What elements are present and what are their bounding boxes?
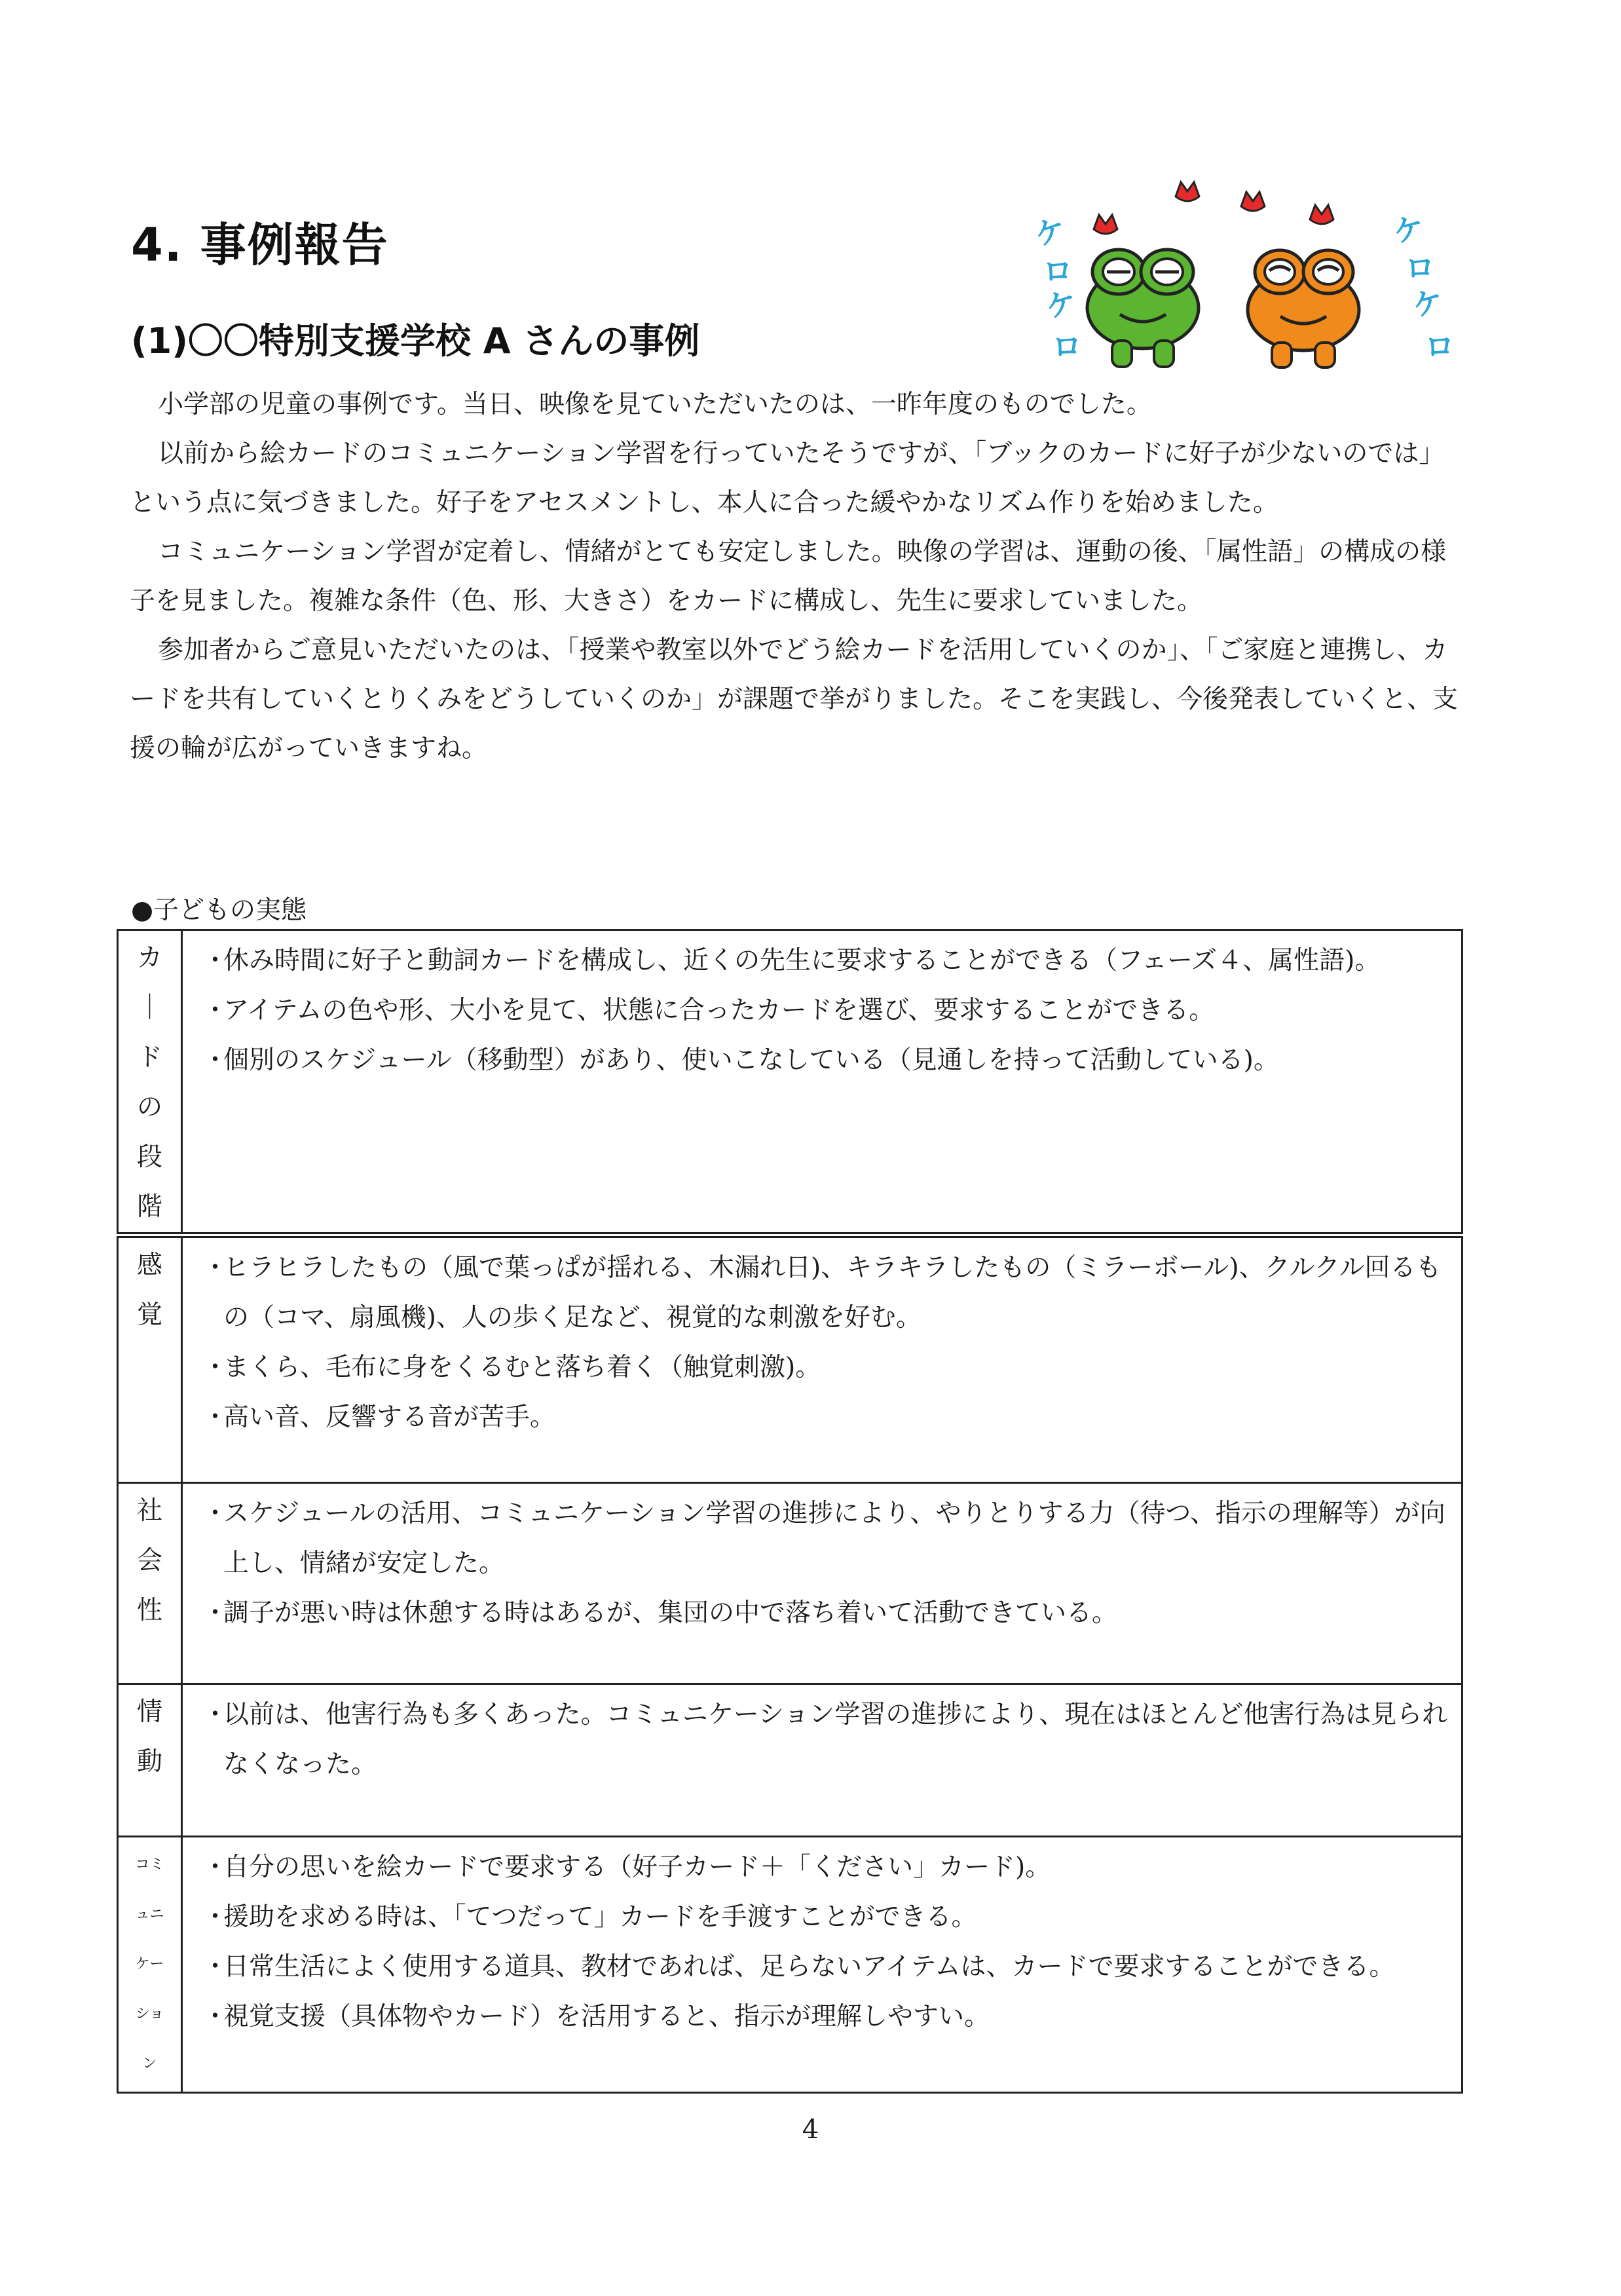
table-row: [118, 1483, 1463, 1684]
tulip-icon: [1241, 192, 1265, 211]
list-item: ・ 高い音、反響する音が苦手。: [202, 1393, 1448, 1442]
items-cell: [182, 1684, 1463, 1837]
frog-illustration: [1028, 167, 1487, 390]
svg-text:ケ: ケ: [1409, 283, 1446, 324]
category-cell: カ ｜ ド の 段 階: [118, 930, 182, 1235]
list-item: ・ ヒラヒラしたもの（風で葉っぱが揺れる、木漏れ日)、キラキラしたもの（ミラーボール)、クルクル回るもの（コマ、扇風機)、人の歩く足など、視覚的な刺激を好む。: [202, 1243, 1448, 1343]
section-title: 4. 事例報告: [131, 218, 389, 272]
items-cell: [182, 1483, 1463, 1684]
list-item: ・ 援助を求める時は、「てつだって」カードを手渡すことができる。: [202, 1892, 1448, 1942]
child-status-table: [117, 929, 1463, 2094]
category-cell: コミ ュニ ケー ショ ン: [118, 1837, 182, 2093]
svg-text:ロ: ロ: [1425, 329, 1455, 364]
table-row: [118, 1837, 1463, 2093]
list-item: ・ 休み時間に好子と動詞カードを構成し、近くの先生に要求することができる（フェーズ４、属性語)。: [202, 936, 1448, 986]
kerokero-right-text: [1391, 210, 1455, 364]
items-cell: [182, 930, 1463, 1235]
intro-text: [130, 380, 1466, 773]
intro-paragraph: 小学部の児童の事例です。当日、映像を見ていただいたのは、一昨年度のものでした。: [158, 390, 1152, 419]
category-cell: 情 動: [118, 1684, 182, 1837]
svg-text:ケ: ケ: [1032, 212, 1069, 253]
list-item: ・ 個別のスケジュール（移動型）があり、使いこなしている（見通しを持って活動している)。: [202, 1036, 1448, 1085]
list-item: ・ 視覚支援（具体物やカード）を活用すると、指示が理解しやすい。: [202, 1992, 1448, 2042]
list-item: ・ 以前は、他害行為も多くあった。コミュニケーション学習の進捗により、現在はほとんど他害行為は見られなくなった。: [202, 1690, 1448, 1790]
category-cell: 社 会 性: [118, 1483, 182, 1684]
list-item: ・ 調子が悪い時は休憩する時はあるが、集団の中で落ち着いて活動できている。: [202, 1589, 1448, 1638]
orange-frog-icon: [1248, 250, 1359, 367]
list-item: ・ まくら、毛布に身をくるむと落ち着く（触覚刺激)。: [202, 1343, 1448, 1393]
category-cell: 感 覚: [118, 1235, 182, 1483]
table-caption: ●子どもの実態: [131, 895, 307, 925]
table-row: [118, 1235, 1463, 1483]
green-frog-icon: [1087, 250, 1199, 367]
table-row: [118, 930, 1463, 1235]
svg-text:ロ: ロ: [1043, 254, 1073, 289]
svg-text:ロ: ロ: [1405, 250, 1435, 286]
kerokero-left-text: [1032, 212, 1082, 364]
list-item: ・ 日常生活によく使用する道具、教材であれば、足らないアイテムは、カードで要求することができる。: [202, 1942, 1448, 1992]
page-number: 4: [802, 2115, 819, 2145]
list-item: ・ スケジュールの活用、コミュニケーション学習の進捗により、やりとりする力（待つ、指示の理解等）が向上し、情緒が安定した。: [202, 1489, 1448, 1589]
tulip-icon: [1310, 205, 1333, 224]
case-title: (1)〇〇特別支援学校 A さんの事例: [131, 320, 700, 362]
intro-paragraph: コミュニケーション学習が定着し、情緒がとても安定しました。映像の学習は、運動の後、「属性語」の構成の様子を見ました。複雑な条件（色、形、大きさ）をカードに構成し、先生に要求していました。: [130, 537, 1447, 616]
list-item: ・ アイテムの色や形、大小を見て、状態に合ったカードを選び、要求することができる。: [202, 986, 1448, 1036]
list-item: ・ 自分の思いを絵カードで要求する（好子カード＋「ください」カード)。: [202, 1843, 1448, 1892]
intro-paragraph: 参加者からご意見いただいたのは、「授業や教室以外でどう絵カードを活用していくのか」、「ご家庭と連携し、カードを共有していくとりくみをどうしていくのか」が課題で挙がりました。そこを実践し、今後発表していくと、支援の輪が広がっていきますね。: [130, 635, 1459, 763]
svg-text:ケ: ケ: [1043, 284, 1079, 325]
tulip-icon: [1176, 182, 1199, 201]
table-row: [118, 1684, 1463, 1837]
items-cell: [182, 1837, 1463, 2093]
intro-paragraph: 以前から絵カードのコミュニケーション学習を行っていたそうですが、「ブックのカードに好子が少ないのでは」という点に気づきました。好子をアセスメントし、本人に合った緩やかなリズム作りを始めました。: [130, 439, 1445, 518]
tulip-icon: [1094, 215, 1117, 234]
svg-text:ケ: ケ: [1391, 210, 1426, 250]
svg-text:ロ: ロ: [1052, 329, 1082, 364]
items-cell: [182, 1235, 1463, 1483]
